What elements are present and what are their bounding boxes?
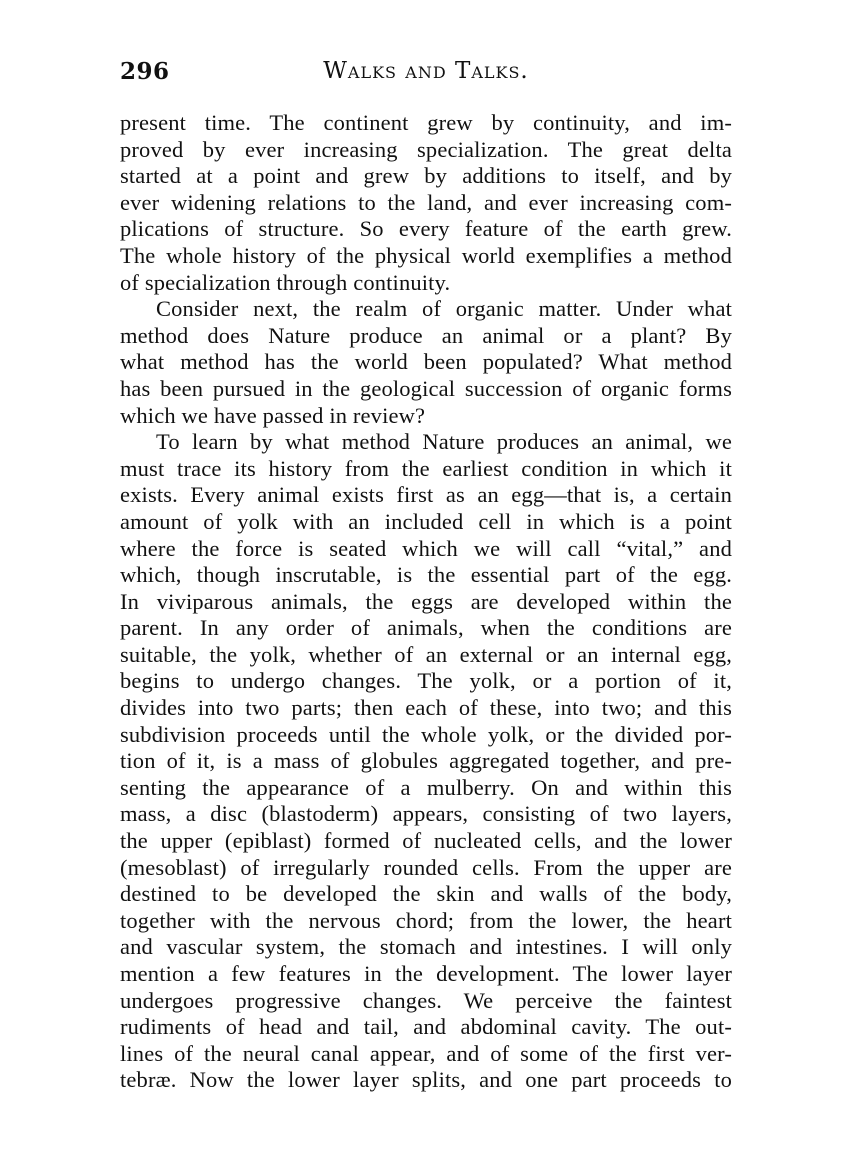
body-text — [120, 110, 732, 1094]
text-line: The whole history of the physical world exemplifies a method — [120, 242, 732, 268]
text-line: Consider next, the realm of organic matter. Under what — [156, 296, 732, 322]
text-line: To learn by what method Nature produces an animal, we — [156, 429, 732, 455]
text-line: senting the appearance of a mulberry. On and within this — [120, 774, 732, 800]
page-number: 296 — [120, 58, 170, 85]
text-line: destined to be developed the skin and walls of the body, — [120, 881, 732, 907]
text-line: has been pursued in the geological succession of organic forms — [120, 375, 732, 401]
text-line: present time. The continent grew by continuity, and im- — [120, 110, 732, 135]
text-line: and vascular system, the stomach and intestines. I will only — [120, 934, 732, 960]
text-line: subdivision proceeds until the whole yolk, or the divided por- — [120, 721, 732, 747]
text-line: In viviparous animals, the eggs are developed within the — [120, 588, 732, 614]
text-line: mass, a disc (blastoderm) appears, consisting of two layers, — [120, 801, 732, 827]
text-line: started at a point and grew by additions to itself, and by — [120, 163, 732, 189]
text-line: exists. Every animal exists first as an egg—that is, a certain — [120, 482, 732, 508]
running-head — [120, 58, 732, 90]
text-line: mention a few features in the development. The lower layer — [120, 961, 732, 986]
running-title: Walks and Talks. — [323, 58, 529, 84]
text-line: suitable, the yolk, whether of an external or an internal egg, — [120, 641, 732, 667]
text-line: proved by ever increasing specialization. The great delta — [120, 136, 732, 162]
text-line: tion of it, is a mass of globules aggregated together, and pre- — [120, 748, 732, 774]
text-line: divides into two parts; then each of these, into two; and this — [120, 695, 732, 721]
text-line: what method has the world been populated? What method — [120, 349, 732, 375]
text-line: of specialization through continuity. — [120, 269, 451, 295]
text-line: lines of the neural canal appear, and of some of the first ver- — [120, 1040, 732, 1066]
text-line: must trace its history from the earliest condition in which it — [120, 455, 732, 481]
text-line: plications of structure. So every feature of the earth grew. — [120, 216, 732, 242]
text-line: tebræ. Now the lower layer splits, and one part proceeds to — [120, 1067, 732, 1093]
text-line: method does Nature produce an animal or a plant? By — [120, 322, 732, 348]
text-line: which, though inscrutable, is the essential part of the egg. — [120, 562, 732, 588]
text-line: which we have passed in review? — [120, 402, 426, 428]
text-line: parent. In any order of animals, when the conditions are — [120, 615, 732, 641]
text-line: (mesoblast) of irregularly rounded cells. From the upper are — [120, 854, 732, 880]
text-line: together with the nervous chord; from the lower, the heart — [120, 907, 732, 933]
text-line: begins to undergo changes. The yolk, or a portion of it, — [120, 668, 732, 694]
text-line: amount of yolk with an included cell in which is a point — [120, 508, 732, 534]
text-line: undergoes progressive changes. We perceive the faintest — [120, 987, 732, 1013]
text-line: where the force is seated which we will call “vital,” and — [120, 535, 732, 561]
text-line: rudiments of head and tail, and abdominal cavity. The out- — [120, 1014, 732, 1040]
text-line: the upper (epiblast) formed of nucleated cells, and the lower — [120, 828, 732, 854]
text-line: ever widening relations to the land, and ever increasing com- — [120, 189, 732, 215]
